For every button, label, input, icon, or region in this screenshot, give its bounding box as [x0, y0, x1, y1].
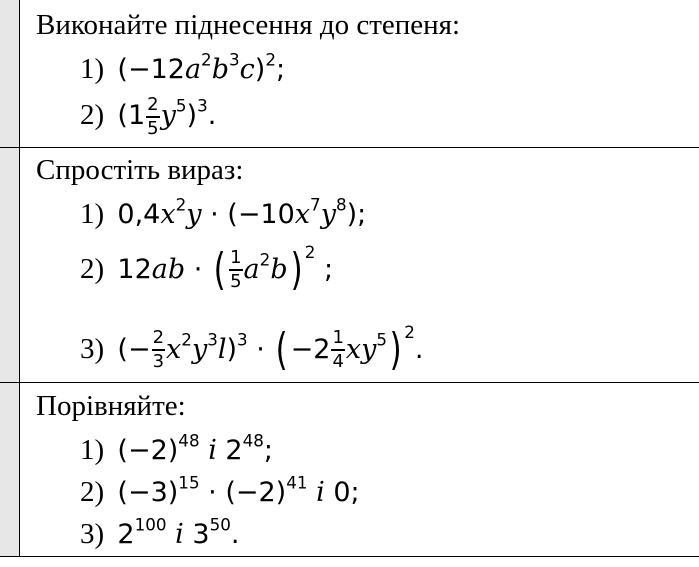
table-row-2 [19, 148, 699, 382]
row-divider [0, 556, 699, 557]
item-number: 1) [80, 198, 105, 230]
exercise-item [80, 194, 367, 230]
fraction: $\frac{1}{5}$ [230, 247, 242, 292]
item-number: 3) [80, 518, 105, 550]
math-expression: (− $\frac{2}{3}$ $x^2y^3l)^3 \cdot (-2$ $\frac{1}{4}$ $xy^5$) $^2$. [117, 321, 424, 375]
exercise-item [80, 514, 240, 550]
exercise-item [80, 96, 216, 138]
table-row-3 [19, 383, 699, 556]
fraction: $\frac{2}{5}$ [147, 94, 159, 139]
math-expression: $(-3)^{15} \cdot (-2)^{41}$ і 0; [117, 472, 360, 508]
item-number: 2) [80, 252, 105, 285]
item-number: 3) [80, 332, 105, 365]
exercise-item [80, 430, 274, 466]
math-expression: $(-12a^2b^3c)^2$; [117, 49, 286, 85]
fraction: $\frac{1}{4}$ [332, 327, 344, 372]
fraction: $\frac{2}{3}$ [152, 327, 165, 372]
section-heading: Спростіть вираз: [36, 154, 244, 186]
exercise-item [80, 49, 286, 85]
exercise-item [80, 321, 424, 375]
section-heading: Порівняйте: [36, 390, 186, 422]
section-heading: Виконайте піднесення до степеня: [36, 9, 461, 41]
table-left-column [0, 0, 20, 557]
math-expression: $(-2)^{48}$ і $2^{48}$; [117, 430, 274, 466]
math-expression: (1 $\frac{2}{5}$ $y^5)^3$. [117, 94, 217, 139]
table-row-1 [19, 0, 699, 147]
item-number: 2) [80, 99, 105, 132]
math-expression: 12ab · ( $\frac{1}{5}$ $a^2b$) $^2$ ; [117, 241, 334, 295]
exercise-item [80, 241, 334, 295]
math-expression: $0,4x^2y \cdot (-10x^7y^8)$; [117, 194, 367, 230]
item-number: 2) [80, 476, 105, 508]
item-number: 1) [80, 434, 105, 466]
exercise-item [80, 472, 360, 508]
item-number: 1) [80, 53, 105, 85]
math-expression: $2^{100}$ і $3^{50}$. [117, 514, 240, 550]
